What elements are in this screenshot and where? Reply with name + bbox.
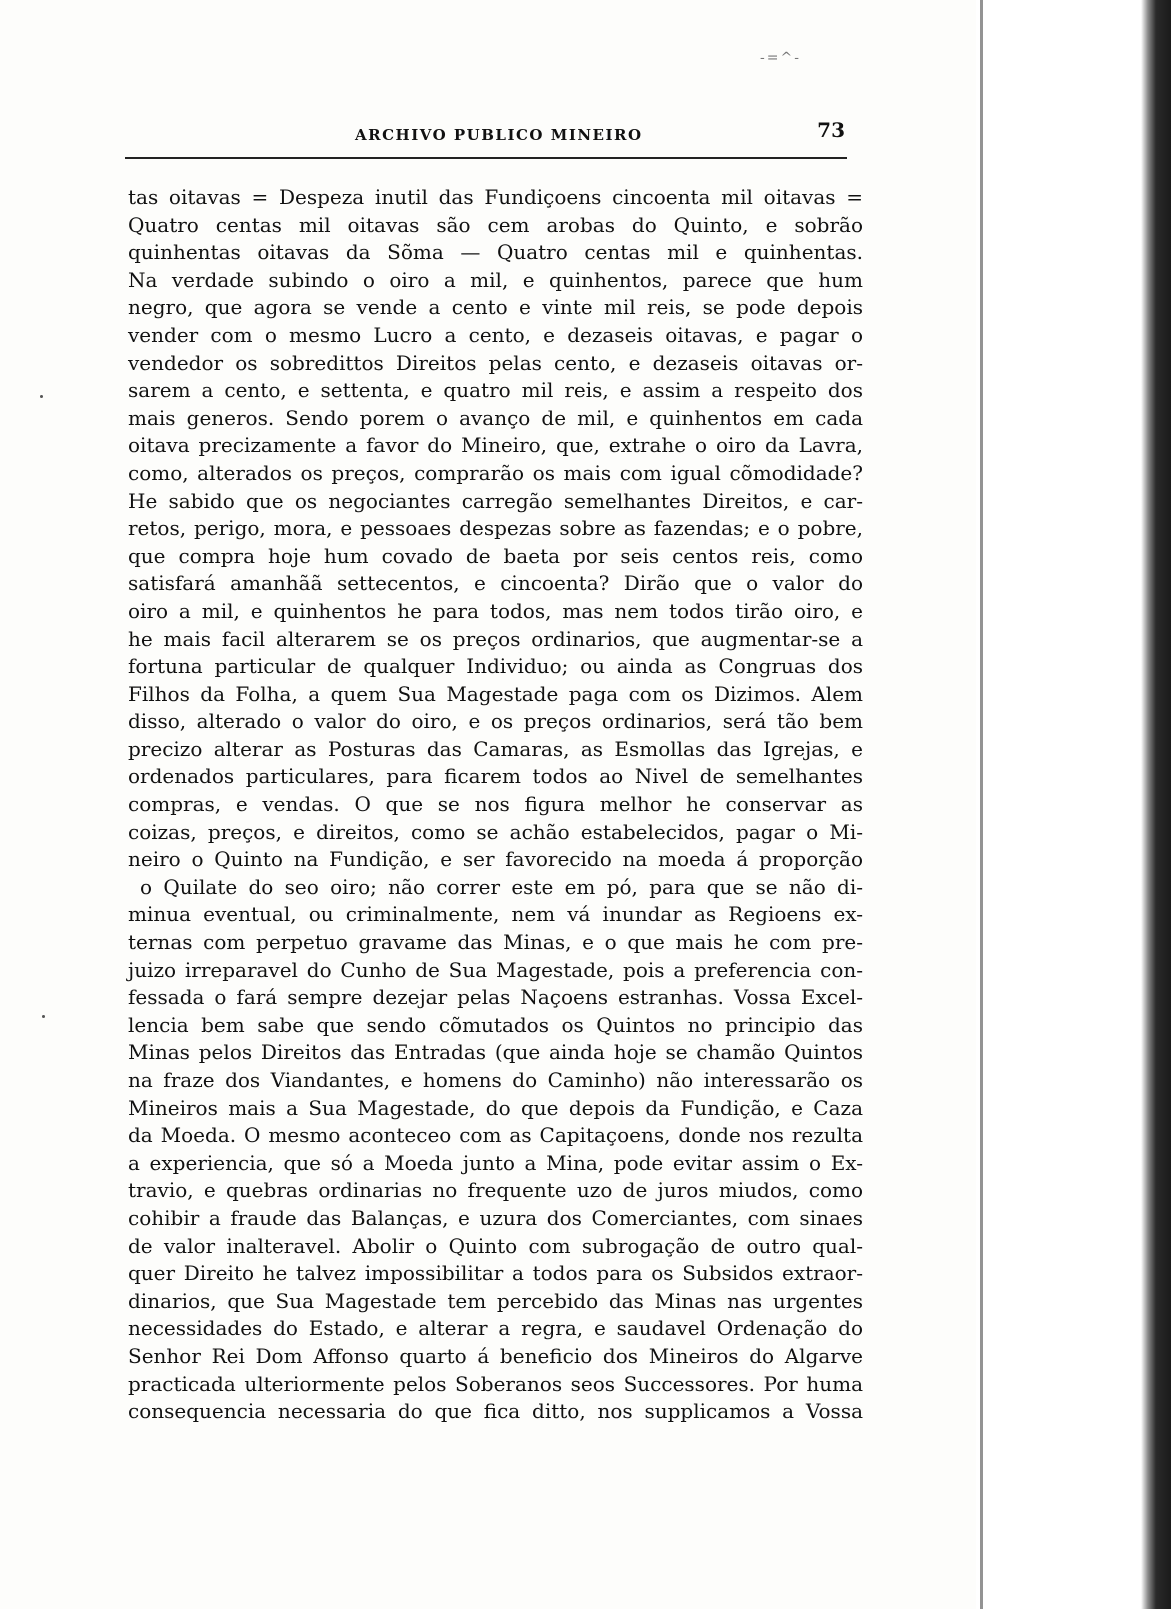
body-text [128,184,863,1426]
text-line: disso, alterado o valor do oiro, e os preços ordinarios, será tão bem [128,709,863,734]
text-line: sarem a cento, e settenta, e quatro mil reis, e assim a respeito dos [128,378,863,403]
text-line: cohibir a fraude das Balanças, e uzura dos Comerciantes, com sinaes [128,1205,863,1230]
text-line: mais generos. Sendo porem o avanço de mil, e quinhentos em cada [128,405,863,430]
text-line: coizas, preços, e direitos, como se achão estabelecidos, pagar o Mi- [128,819,863,844]
text-line: practicada ulteriormente pelos Soberanos seos Successores. Por huma [128,1371,863,1396]
text-line: Mineiros mais a Sua Magestade, do que depois da Fundição, e Caza [128,1095,863,1120]
text-line: de valor inalteravel. Abolir o Quinto com subrogação de outro qual- [128,1233,863,1258]
text-line: juizo irreparavel do Cunho de Sua Magestade, pois a preferencia con- [128,957,863,982]
text-line: travio, e quebras ordinarias no frequente uzo de juros miudos, como [128,1178,863,1203]
text-line: ordenados particulares, para ficarem todos ao Nivel de semelhantes [128,764,863,789]
running-title: ARCHIVO PUBLICO MINEIRO [355,126,643,144]
text-line: na fraze dos Viandantes, e homens do Caminho) não interessarão os [128,1068,863,1092]
text-line: fessada o fará sempre dezejar pelas Naçoens estranhas. Vossa Excel- [128,985,863,1010]
text-line: negro, que agora se vende a cento e vinte mil reis, se pode depois [128,295,863,320]
corner-mark: -=^- [760,50,801,66]
text-line: necessidades do Estado, e alterar a regra, e saudavel Ordenação do [128,1316,863,1341]
text-line: oiro a mil, e quinhentos he para todos, mas nem todos tirão oiro, e [128,598,863,623]
ink-speck [40,395,43,398]
text-line: quinhentas oitavas da Sõma — Quatro centas mil e quinhentas. [128,240,863,265]
text-line: consequencia necessaria do que fica ditto, nos supplicamos a Vossa [128,1399,863,1424]
book-binding-edge [976,0,1171,1609]
text-line: lencia bem sabe que sendo cõmutados os Quintos no principio das [128,1012,863,1037]
text-line: retos, perigo, mora, e pessoaes despezas sobre as fazendas; e o pobre, [128,516,863,541]
text-line: fortuna particular de qualquer Individuo; ou ainda as Congruas dos [128,654,863,679]
page-number: 73 [817,118,845,142]
text-line: Na verdade subindo o oiro a mil, e quinhentos, parece que hum [128,267,863,292]
text-line: quer Direito he talvez impossibilitar a todos para os Subsidos extraor- [128,1261,863,1286]
text-line: vendedor os sobredittos Direitos pelas cento, e dezaseis oitavas or- [128,350,863,375]
text-line: neiro o Quinto na Fundição, e ser favorecido na moeda á proporção [128,847,863,872]
text-line: minua eventual, ou criminalmente, nem vá inundar as Regioens ex- [128,902,863,927]
text-line: He sabido que os negociantes carregão semelhantes Direitos, e car- [128,488,863,513]
text-line: Quatro centas mil oitavas são cem arobas do Quinto, e sobrão [128,212,863,237]
text-line: o Quilate do seo oiro; não correr este em pó, para que se não di- [140,874,863,899]
text-line: Senhor Rei Dom Affonso quarto á beneficio dos Mineiros do Algarve [128,1343,863,1368]
page-header [125,118,845,158]
text-line: da Moeda. O mesmo aconteceo com as Capitaçoens, donde nos rezulta [128,1123,863,1148]
ink-speck [42,1015,45,1018]
text-line: tas oitavas = Despeza inutil das Fundiçoens cincoenta mil oitavas = [128,185,863,209]
text-line: Filhos da Folha, a quem Sua Magestade paga com os Dizimos. Alem [128,681,863,706]
text-line: a experiencia, que só a Moeda junto a Mina, pode evitar assim o Ex- [128,1150,863,1175]
text-line: satisfará amanhãã settecentos, e cincoenta? Dirão que o valor do [128,571,863,596]
text-line: ternas com perpetuo gravame das Minas, e o que mais he com pre- [128,930,863,955]
text-line: como, alterados os preços, comprarão os mais com igual cõmodidade? [128,460,863,485]
text-line: dinarios, que Sua Magestade tem percebido das Minas nas urgentes [128,1288,863,1313]
text-line: vender com o mesmo Lucro a cento, e dezaseis oitavas, e pagar o [128,322,863,347]
text-line: oitava precizamente a favor do Mineiro, que, extrahe o oiro da Lavra, [128,433,863,458]
header-rule [125,157,847,159]
binding-shadow-line [980,0,983,1609]
text-line: Minas pelos Direitos das Entradas (que ainda hoje se chamão Quintos [128,1040,863,1065]
text-line: he mais facil alterarem se os preços ordinarios, que augmentar-se a [128,626,863,651]
text-line: compras, e vendas. O que se nos figura melhor he conservar as [128,792,863,817]
text-line: precizo alterar as Posturas das Camaras, as Esmollas das Igrejas, e [128,736,863,761]
text-line: que compra hoje hum covado de baeta por seis centos reis, como [128,543,863,568]
